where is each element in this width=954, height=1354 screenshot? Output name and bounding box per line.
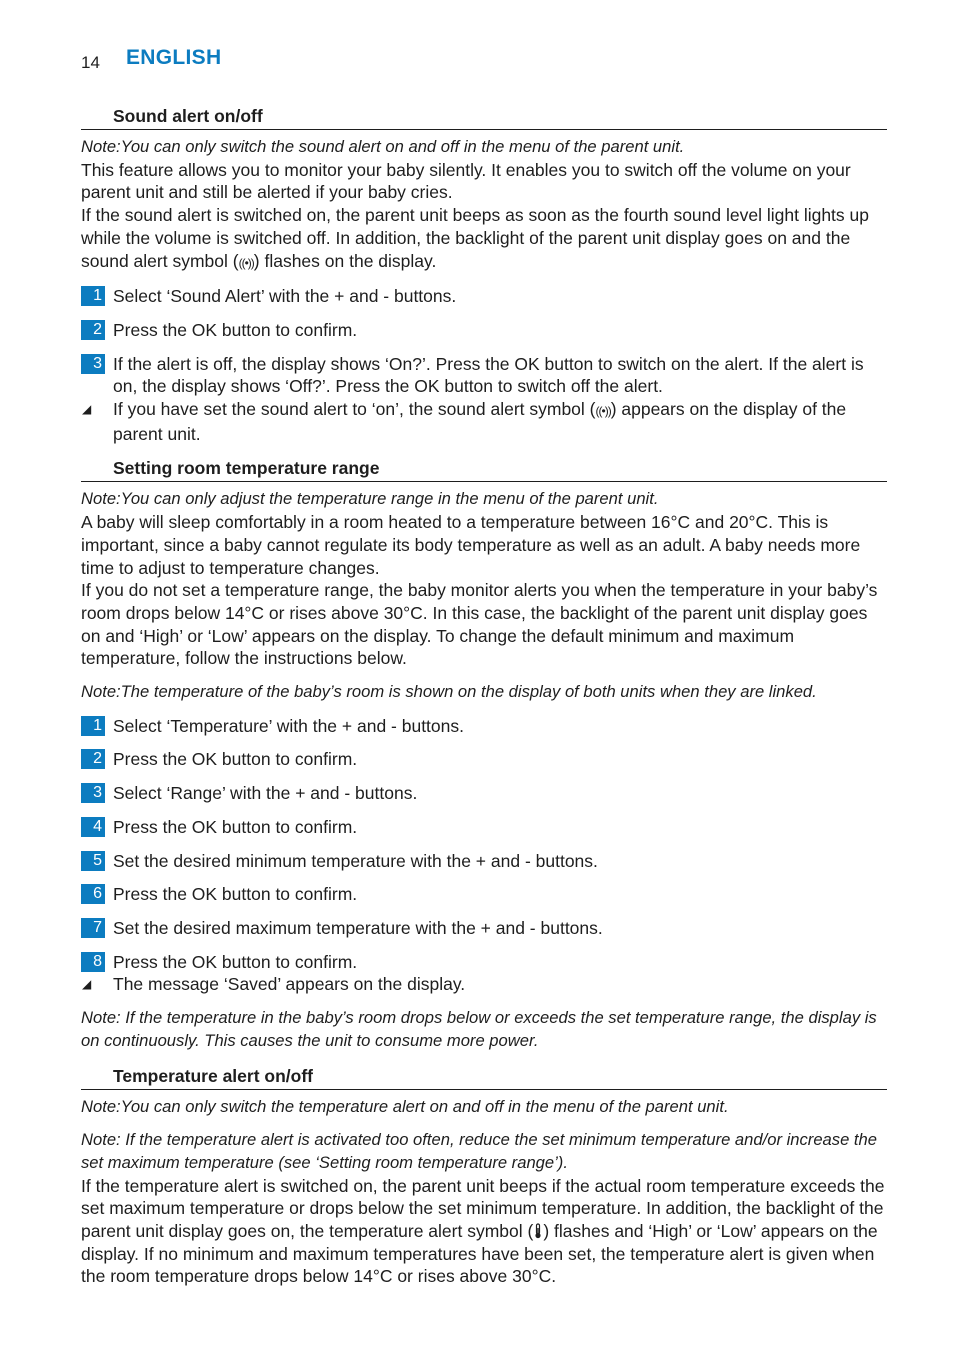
step-text: Press the OK button to confirm.	[113, 319, 358, 340]
result-text: If you have set the sound alert to ‘on’, the sound alert symbol (	[113, 399, 596, 420]
step-item	[81, 715, 887, 738]
note: Note:The temperature of the baby’s room is shown on the display of both units when they are linked.	[81, 682, 817, 702]
step-item	[81, 951, 887, 974]
paragraph: A baby will sleep comfortably in a room heated to a temperature between 16°C and 20°C. This is important, since a baby cannot regulate its body temperature as well as an adult. A baby needs more time to adjust to temperature changes.	[81, 512, 861, 578]
step-text: Press the OK button to confirm.	[113, 884, 358, 905]
step-item	[81, 850, 887, 873]
result-text: The message ‘Saved’ appears on the display.	[113, 974, 466, 995]
step-text: Select ‘Range’ with the + and - buttons.	[113, 783, 418, 804]
note: Note:You can only adjust the temperature range in the menu of the parent unit.	[81, 489, 659, 509]
note: Note: If the temperature alert is activated too often, reduce the set minimum temperature and/or increase the set maximum temperature (see ‘Setting room temperature range’).	[81, 1130, 877, 1172]
page-content	[81, 104, 887, 1288]
paragraph	[81, 204, 887, 274]
step-text: If the alert is off, the display shows ‘On?’. Press the OK button to switch on the alert. If the alert is on, the display shows ‘Off?’. Press the OK button to switch off the alert.	[113, 353, 864, 397]
step-item	[81, 285, 887, 308]
step-number: 2	[81, 749, 105, 769]
result-arrow-icon: ◢	[82, 977, 92, 992]
note: Note: If the temperature in the baby’s room drops below or exceeds the set temperature range, the display is on continuously. This causes the unit to consume more power.	[81, 1008, 877, 1050]
step-text: Set the desired minimum temperature with the + and - buttons.	[113, 850, 598, 871]
step-number: 2	[81, 320, 105, 340]
paragraph: If you do not set a temperature range, the baby monitor alerts you when the temperature in your baby’s room drops below 14°C or rises above 30°C. In this case, the backlight of the parent unit display goes on and ‘High’ or ‘Low’ appears on the display. To change the default minimum and maximum temperature, follow the instructions below.	[81, 580, 878, 669]
step-number: 3	[81, 783, 105, 803]
section-title-sound-alert: Sound alert on/off	[81, 104, 887, 130]
step-number: 8	[81, 952, 105, 972]
step-item	[81, 782, 887, 805]
step-item	[81, 748, 887, 771]
paragraph-text: ) flashes and ‘High’ or ‘Low’ appears on the display. If no minimum and maximum temperatures have been set, the temperature alert is given when the room temperature drops below 14°C or rises above 30°C.	[81, 1221, 878, 1287]
step-text: Press the OK button to confirm.	[113, 749, 358, 770]
step-item	[81, 917, 887, 940]
thermometer-icon	[534, 1223, 542, 1239]
section-title-temperature-alert: Temperature alert on/off	[81, 1064, 887, 1090]
step-item	[81, 883, 887, 906]
note: Note:You can only switch the temperature alert on and off in the menu of the parent unit.	[81, 1096, 729, 1116]
paragraph: This feature allows you to monitor your baby silently. It enables you to switch off the volume on your parent unit and still be alerted if your baby cries.	[81, 159, 851, 203]
step-text: Select ‘Sound Alert’ with the + and - buttons.	[113, 286, 457, 307]
paragraph-text: If the sound alert is switched on, the parent unit beeps as soon as the fourth sound level light lights up while the volume is switched off. In addition, the backlight of the parent unit display goes on and the sound alert symbol (	[81, 205, 869, 271]
paragraph	[81, 1175, 887, 1289]
page-number: 14	[81, 53, 100, 72]
section-title-temperature-range: Setting room temperature range	[81, 456, 887, 482]
result-text: ) appears on the display of the parent unit.	[113, 399, 847, 444]
step-number: 6	[81, 884, 105, 904]
language-heading: ENGLISH	[126, 46, 222, 69]
step-text: Press the OK button to confirm.	[113, 951, 358, 972]
step-number: 4	[81, 817, 105, 837]
step-number: 5	[81, 851, 105, 871]
step-number: 1	[81, 286, 105, 306]
step-item	[81, 319, 887, 342]
step-number: 3	[81, 354, 105, 374]
note: Note:You can only switch the sound alert on and off in the menu of the parent unit.	[81, 137, 685, 156]
step-text: Set the desired maximum temperature with the + and - buttons.	[113, 917, 603, 938]
step-item	[81, 353, 887, 398]
paragraph-text: If the temperature alert is switched on, the parent unit beeps if the actual room temperature exceeds the set maximum temperature or drops below the set minimum temperature. In addition, the backlight of the parent unit display goes on, the temperature alert symbol (	[81, 1175, 885, 1242]
result-arrow-icon: ◢	[82, 402, 92, 417]
sound-alert-icon: ((•))	[595, 404, 611, 419]
step-result	[81, 973, 887, 996]
step-text: Select ‘Temperature’ with the + and - buttons.	[113, 715, 464, 736]
paragraph-text: ) flashes on the display.	[253, 250, 437, 271]
sound-alert-icon: ((•))	[238, 255, 254, 270]
step-number: 1	[81, 716, 105, 736]
step-text: Press the OK button to confirm.	[113, 816, 358, 837]
step-item	[81, 816, 887, 839]
step-result	[81, 398, 887, 445]
step-number: 7	[81, 918, 105, 938]
